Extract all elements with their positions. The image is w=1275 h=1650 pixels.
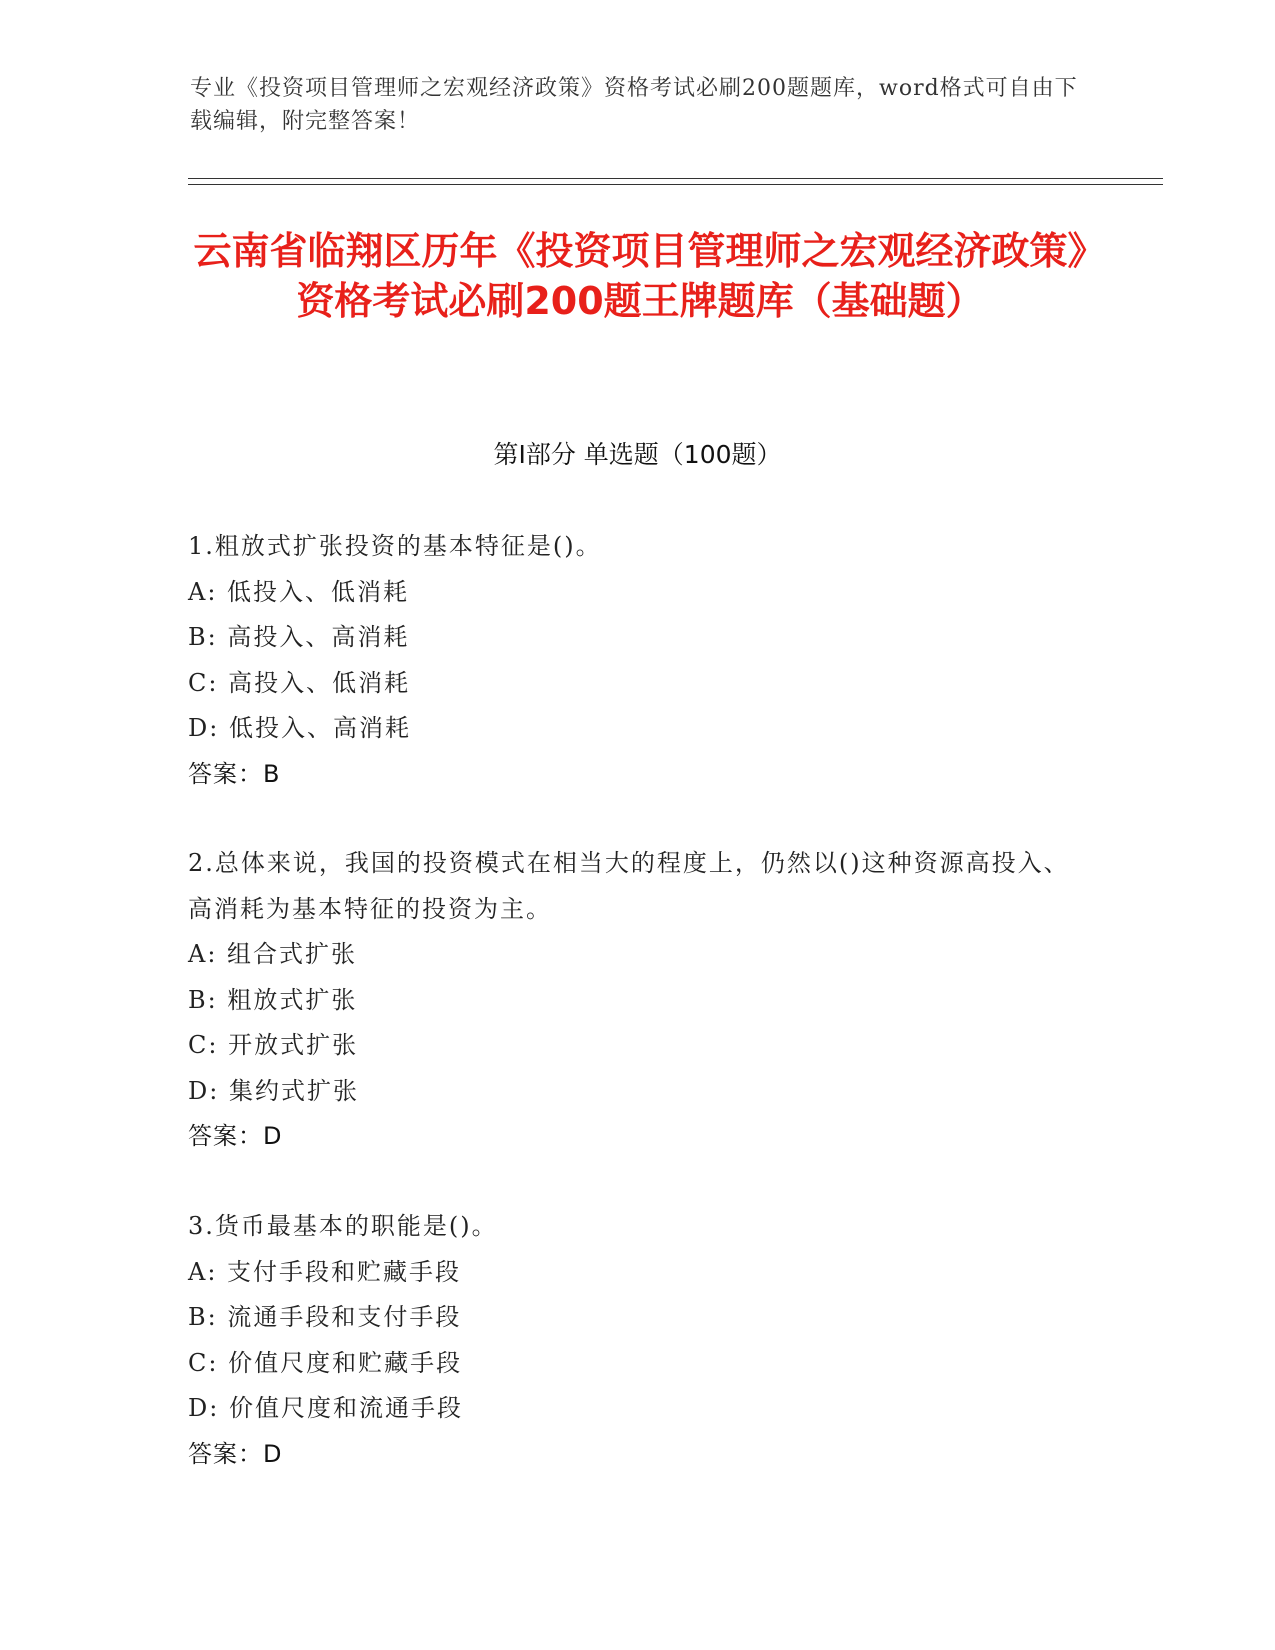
question-block [188, 1204, 1088, 1477]
option-a: A: 低投入、低消耗 [188, 577, 410, 606]
option-d: D: 集约式扩张 [188, 1076, 359, 1105]
question-stem: 2.总体来说，我国的投资模式在相当大的程度上，仍然以()这种资源高投入、高消耗为基本特征的投资为主。 [188, 849, 1070, 923]
option-d: D: 价值尺度和流通手段 [188, 1394, 463, 1422]
option-a: A: 支付手段和贮藏手段 [188, 1257, 462, 1286]
option-c: C: 开放式扩张 [188, 1031, 359, 1059]
question-stem: 1.粗放式扩张投资的基本特征是()。 [188, 532, 602, 560]
question-stem: 3.货币最基本的职能是()。 [188, 1212, 498, 1240]
header-divider-bottom [188, 184, 1163, 185]
answer-line: 答案：D [188, 1439, 283, 1468]
question-block [188, 524, 1088, 797]
answer-line: 答案：D [188, 1122, 283, 1150]
option-d: D: 低投入、高消耗 [188, 714, 411, 742]
section-title: 第I部分 单选题（100题） [493, 440, 782, 469]
header-divider-top [188, 178, 1163, 179]
answer-line: 答案：B [188, 759, 281, 788]
header-note: 专业《投资项目管理师之宏观经济政策》资格考试必刷200题题库，word格式可自由下载编辑，附完整答案！ [190, 76, 1078, 134]
option-b: B: 流通手段和支付手段 [188, 1303, 462, 1331]
document-title: 云南省临翔区历年《投资项目管理师之宏观经济政策》资格考试必刷200题王牌题库（基础题） [193, 229, 1087, 323]
option-b: B: 粗放式扩张 [188, 985, 358, 1014]
option-c: C: 高投入、低消耗 [188, 668, 411, 697]
option-b: B: 高投入、高消耗 [188, 623, 410, 651]
option-c: C: 价值尺度和贮藏手段 [188, 1348, 463, 1377]
question-block [188, 841, 1088, 1160]
option-a: A: 组合式扩张 [188, 940, 358, 968]
